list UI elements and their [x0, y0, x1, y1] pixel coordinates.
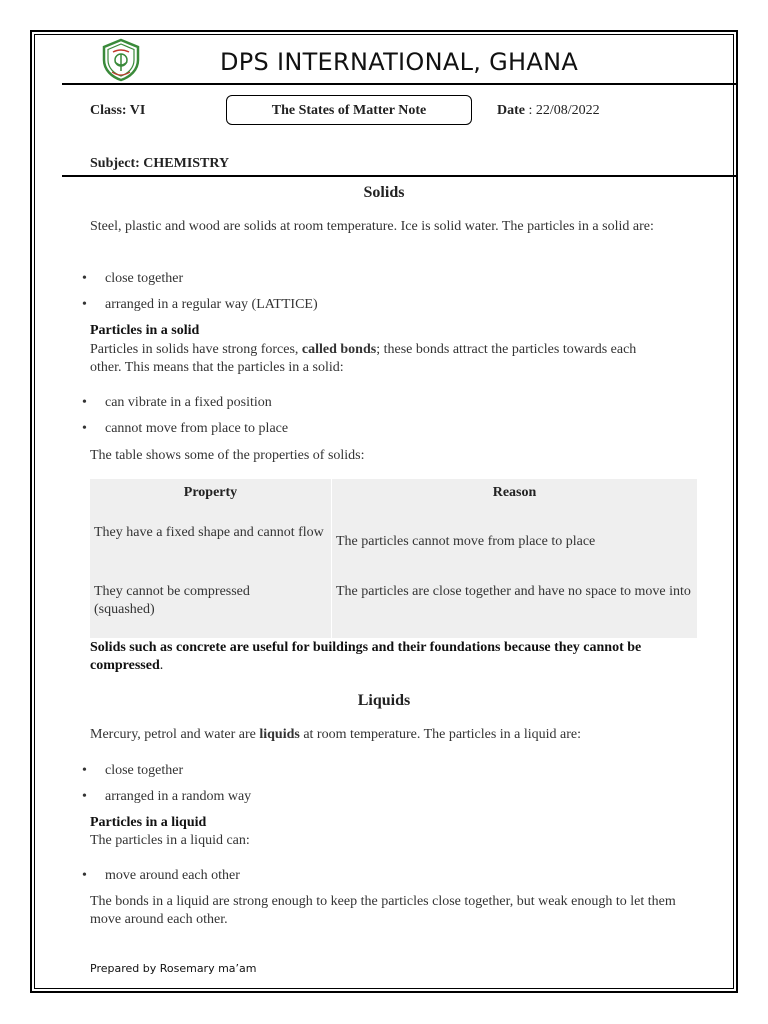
- solids-conclusion: Solids such as concrete are useful for buildings and their foundations because they cannot be compressed.: [90, 640, 642, 673]
- liquids-bonds-text: The bonds in a liquid are strong enough to keep the particles close together, but weak enough to let them move around each other.: [90, 894, 676, 927]
- header-divider: [62, 83, 738, 85]
- solids-heading: Solids: [363, 184, 405, 201]
- school-title: DPS INTERNATIONAL, GHANA: [219, 48, 579, 76]
- properties-table: [90, 479, 697, 638]
- note-title: The States of Matter Note: [271, 103, 427, 118]
- subject-divider: [62, 175, 738, 177]
- solids-intro: Steel, plastic and wood are solids at room temperature. Ice is solid water. The particles in a solid are:: [90, 219, 654, 234]
- particles-liquid-text: The particles in a liquid can:: [90, 833, 250, 848]
- liquids-intro: Mercury, petrol and water are liquids at room temperature. The particles in a liquid are:: [90, 727, 582, 742]
- table-cell: They have a fixed shape and cannot flow: [94, 525, 324, 540]
- note-title-box: [226, 95, 472, 125]
- table-intro: The table shows some of the properties of solids:: [90, 448, 365, 463]
- particles-solid-heading: Particles in a solid: [90, 323, 200, 338]
- table-cell: The particles cannot move from place to place: [336, 534, 596, 549]
- prepared-by: Prepared by Rosemary ma’am: [90, 962, 257, 975]
- particles-liquid-heading: Particles in a liquid: [90, 815, 207, 830]
- table-header-property: Property: [183, 485, 238, 500]
- table-divider: [331, 479, 332, 638]
- date-field: [497, 103, 600, 119]
- class-label: Class: VI: [90, 103, 146, 118]
- subject-label: Subject: CHEMISTRY: [90, 156, 230, 171]
- date-label: Date: [497, 103, 525, 118]
- date-value: : 22/08/2022: [528, 103, 600, 118]
- table-cell: The particles are close together and have no space to move into: [336, 584, 691, 599]
- table-cell: They cannot be compressed (squashed): [94, 584, 250, 617]
- particles-solid-text: Particles in solids have strong forces, called bonds; these bonds attract the particles towards each other. This means that the particles in a solid:: [90, 342, 637, 375]
- liquids-heading: Liquids: [357, 692, 411, 709]
- table-header-reason: Reason: [492, 485, 537, 500]
